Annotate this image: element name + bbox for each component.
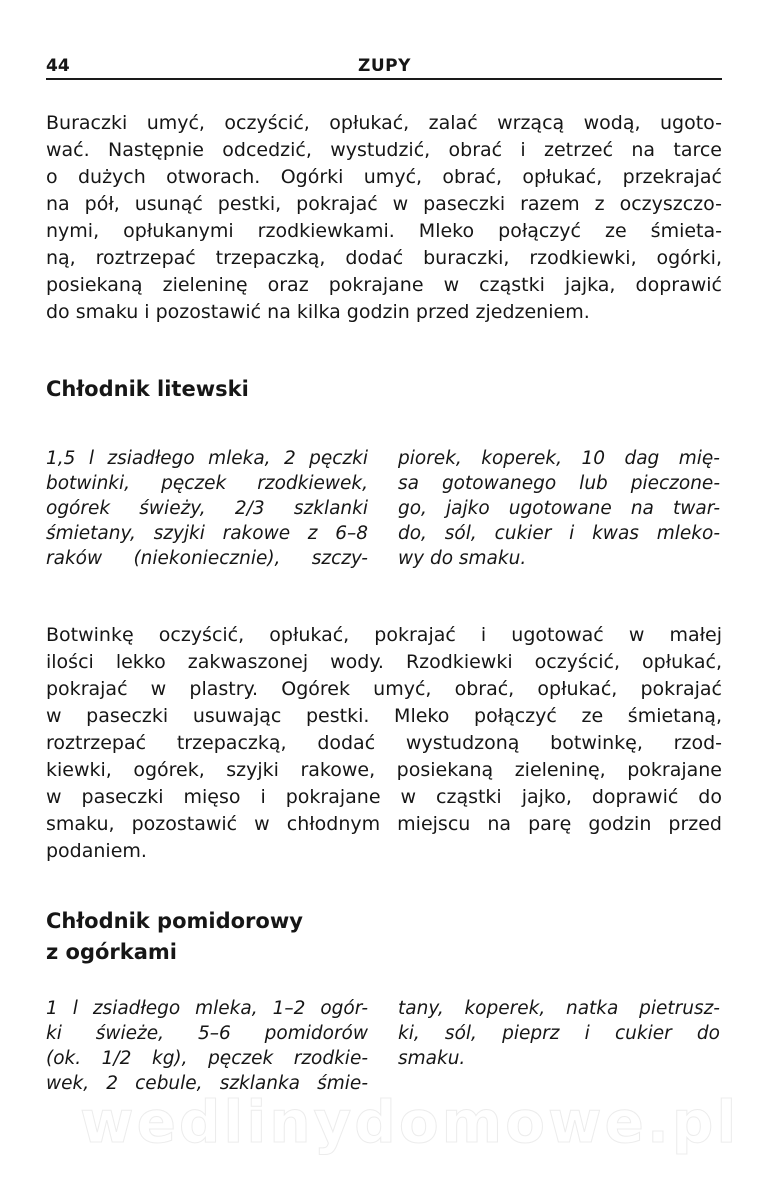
page-number: 44 — [46, 56, 70, 76]
text-line: Buraczki umyć, oczyścić, opłukać, zalać wrzącą wodą, ugoto- — [46, 112, 722, 134]
recipe-title-line: Chłodnik pomidorowy — [46, 909, 303, 933]
text-line: wać. Następnie odcedzić, wystudzić, obrać i zetrzeć na tarce — [46, 139, 722, 161]
text-line: posiekaną zieleninę oraz pokrajane w cząstki jajka, doprawić — [46, 274, 722, 296]
watermark: wedlinydomowe.pl — [80, 1088, 740, 1156]
ingredient-line: piorek, koperek, 10 dag mię- — [398, 448, 720, 469]
page-header — [46, 56, 722, 80]
text-line: ną, roztrzepać trzepaczką, dodać buraczki, rzodkiewki, ogórki, — [46, 247, 722, 269]
ingredients-right-column — [398, 996, 720, 1071]
ingredient-line: wek, 2 cebule, szklanka śmie- — [46, 1073, 368, 1094]
text-line: do smaku i pozostawić na kilka godzin przed zjedzeniem. — [46, 301, 590, 323]
running-head: ZUPY — [358, 56, 411, 76]
text-line: w paseczki mięso i pokrajane w cząstki jajko, doprawić do — [46, 786, 722, 808]
ingredient-line: smaku. — [398, 1048, 466, 1069]
text-line: roztrzepać trzepaczką, dodać wystudzoną botwinkę, rzod- — [46, 732, 722, 754]
intro-paragraph — [46, 110, 722, 326]
ingredient-line: ki świeże, 5–6 pomidorów — [46, 1023, 368, 1044]
recipe-title — [46, 906, 303, 968]
ingredient-line: 1,5 l zsiadłego mleka, 2 pęczki — [46, 448, 368, 469]
text-line: smaku, pozostawić w chłodnym miejscu na parę godzin przed — [46, 813, 722, 835]
ingredient-line: 1 l zsiadłego mleka, 1–2 ogór- — [46, 998, 368, 1019]
ingredient-line: botwinki, pęczek rzodkiewek, — [46, 473, 368, 494]
ingredient-line: tany, koperek, natka pietrusz- — [398, 998, 720, 1019]
ingredient-line: go, jajko ugotowane na twar- — [398, 498, 720, 519]
text-line: na pół, usunąć pestki, pokrajać w paseczki razem z oczyszczo- — [46, 193, 722, 215]
text-line: ilości lekko zakwaszonej wody. Rzodkiewki oczyścić, opłukać, — [46, 651, 722, 673]
ingredient-line: ki, sól, pieprz i cukier do — [398, 1023, 720, 1044]
ingredient-line: wy do smaku. — [398, 548, 527, 569]
ingredient-line: (ok. 1/2 kg), pęczek rzodkie- — [46, 1048, 368, 1069]
text-line: podaniem. — [46, 840, 147, 862]
ingredient-line: do, sól, cukier i kwas mleko- — [398, 523, 720, 544]
text-line: o dużych otworach. Ogórki umyć, obrać, opłukać, przekrajać — [46, 166, 722, 188]
ingredients-right-column — [398, 446, 720, 571]
recipe-title-line: z ogórkami — [46, 940, 177, 964]
ingredients-left-column — [46, 446, 368, 571]
recipe-method — [46, 622, 722, 865]
text-line: nymi, opłukanymi rzodkiewkami. Mleko połączyć ze śmieta- — [46, 220, 722, 242]
ingredients-left-column — [46, 996, 368, 1096]
text-line: kiewki, ogórek, szyjki rakowe, posiekaną zieleninę, pokrajane — [46, 759, 722, 781]
text-line: pokrajać w plastry. Ogórek umyć, obrać, opłukać, pokrajać — [46, 678, 722, 700]
ingredient-line: ogórek świeży, 2/3 szklanki — [46, 498, 368, 519]
recipe-title: Chłodnik litewski — [46, 377, 249, 401]
text-line: w paseczki usuwając pestki. Mleko połączyć ze śmietaną, — [46, 705, 722, 727]
ingredient-line: śmietany, szyjki rakowe z 6–8 — [46, 523, 368, 544]
ingredient-line: sa gotowanego lub pieczone- — [398, 473, 720, 494]
ingredient-line: raków (niekoniecznie), szczy- — [46, 548, 368, 569]
text-line: Botwinkę oczyścić, opłukać, pokrajać i ugotować w małej — [46, 624, 722, 646]
